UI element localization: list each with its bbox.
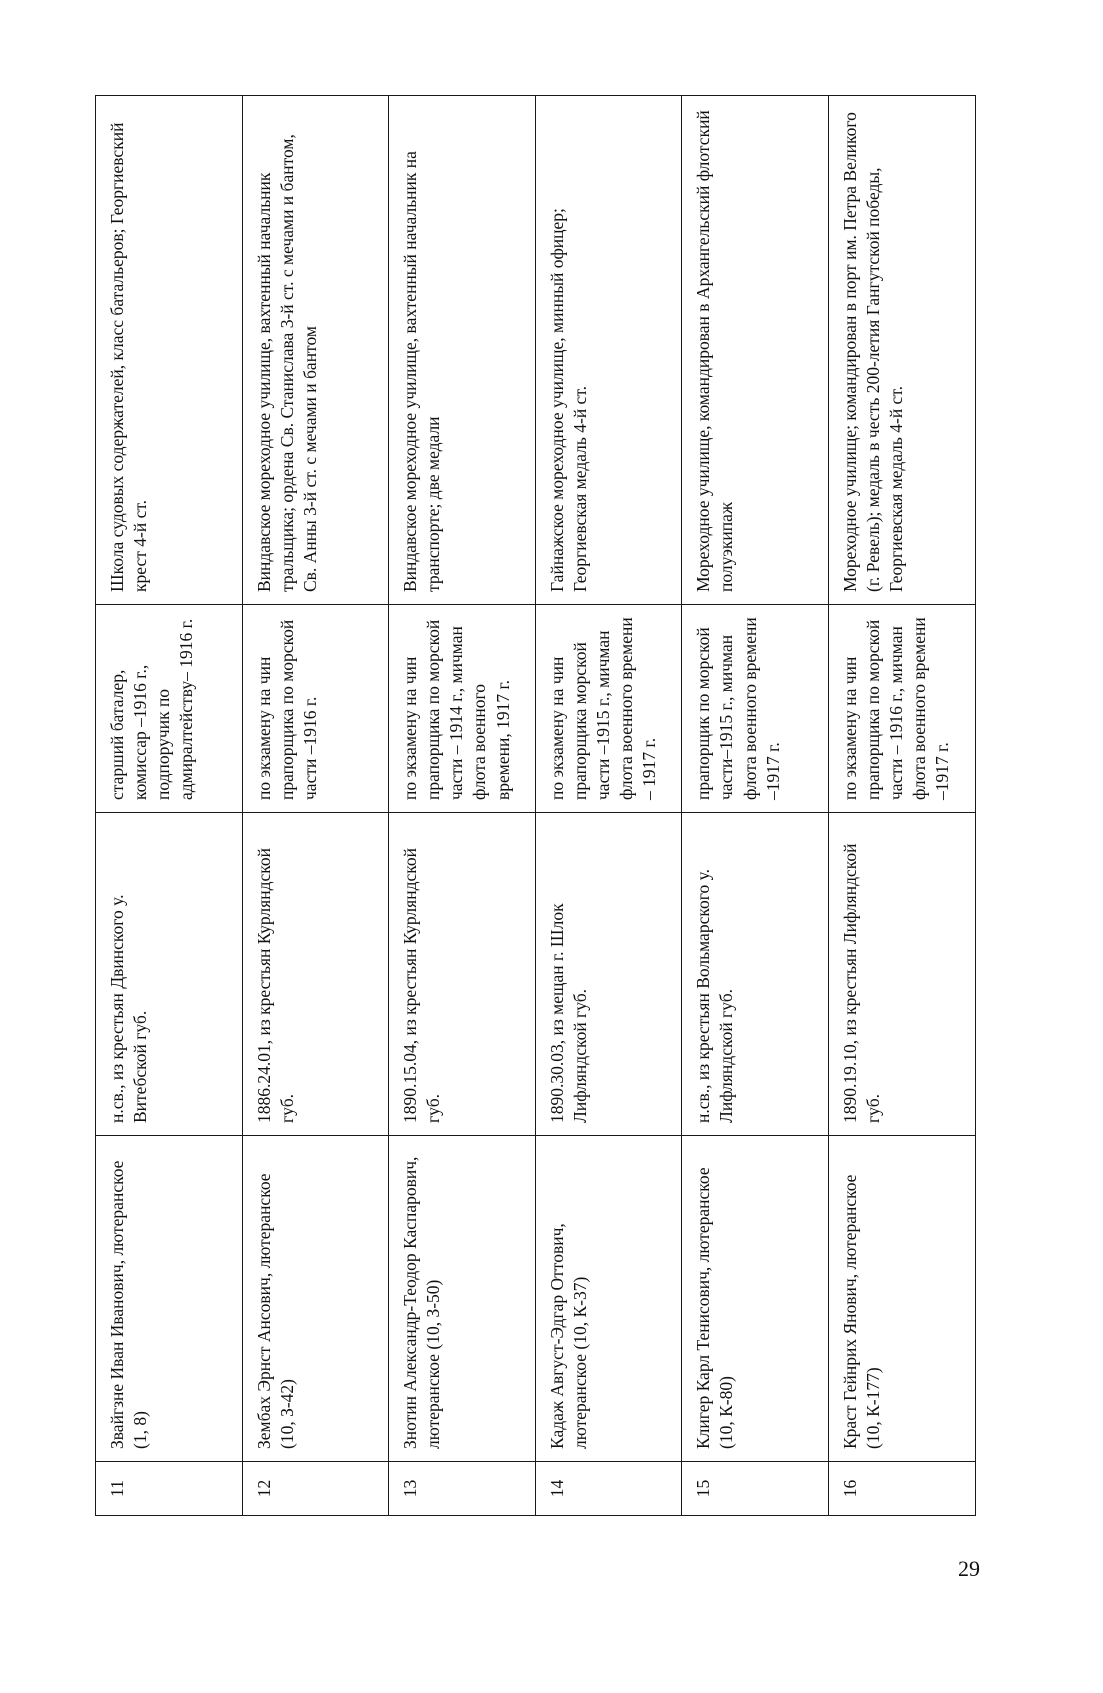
table-row xyxy=(389,96,536,1516)
cell-origin: 1890.15.04, из крестьян Курляндской губ. xyxy=(389,813,536,1136)
cell-education: Школа судовых содержателей, класс батальеров; Георгиевский крест 4-й ст. xyxy=(96,96,243,605)
cell-rank: по экзамену на чин прапорщика морской части –1915 г., мичман флота военного времени – 1917 г. xyxy=(535,605,682,813)
cell-origin: н.св., из крестьян Двинского у. Витебской губ. xyxy=(96,813,243,1136)
cell-name: Краст Гейнрих Янович, лютеранское (10, К-177) xyxy=(828,1136,975,1462)
cell-name: Клигер Карл Тенисович, лютеранское (10, К-80) xyxy=(682,1136,829,1462)
cell-number: 14 xyxy=(535,1462,682,1516)
cell-number: 11 xyxy=(96,1462,243,1516)
cell-name: Звайгзне Иван Иванович, лютеранское (1, 8) xyxy=(96,1136,243,1462)
page-number: 29 xyxy=(958,1556,980,1581)
cell-rank: по экзамену на чин прапорщика по морской части – 1916 г., мичман флота военного времени –1917 г. xyxy=(828,605,975,813)
cell-origin: 1886.24.01, из крестьян Курляндской губ. xyxy=(242,813,389,1136)
table-row xyxy=(682,96,829,1516)
cell-name: Зембах Эрнст Ансович, лютеранское (10, З-42) xyxy=(242,1136,389,1462)
cell-education: Виндавское мореходное училище, вахтенный начальник на транспорте; две медали xyxy=(389,96,536,605)
cell-name: Кадаж Август-Эдгар Оттович, лютеранское (10, К-37) xyxy=(535,1136,682,1462)
cell-number: 16 xyxy=(828,1462,975,1516)
table-row xyxy=(96,96,243,1516)
cell-number: 15 xyxy=(682,1462,829,1516)
cell-education: Мореходное училище; командирован в порт им. Петра Великого (г. Ревель); медаль в честь 200-летия Гангутской победы, Георгиевская медаль 4-й ст. xyxy=(828,96,975,605)
officers-table xyxy=(95,95,976,1516)
cell-rank: по экзамену на чин прапорщика по морской части – 1914 г., мичман флота военного времени, 1917 г. xyxy=(389,605,536,813)
cell-origin: н.св., из крестьян Вольмарского у. Лифляндской губ. xyxy=(682,813,829,1136)
cell-number: 13 xyxy=(389,1462,536,1516)
cell-origin: 1890.19.10, из крестьян Лифляндской губ. xyxy=(828,813,975,1136)
cell-name: Знотин Александр-Теодор Каспарович, лютеранское (10, З-50) xyxy=(389,1136,536,1462)
cell-education: Виндавское мореходное училище, вахтенный начальник тральщика; ордена Св. Станислава 3-й ст. с мечами и бантом, Св. Анны 3-й ст. с мечами и бантом xyxy=(242,96,389,605)
table-body xyxy=(96,96,976,1516)
cell-number: 12 xyxy=(242,1462,389,1516)
table-row xyxy=(242,96,389,1516)
table-row xyxy=(828,96,975,1516)
cell-rank: старший баталер, комиссар –1916 г., подпоручик по адмиралтейству– 1916 г. xyxy=(96,605,243,813)
cell-education: Гайнажское мореходное училище, минный офицер; Георгиевская медаль 4-й ст. xyxy=(535,96,682,605)
cell-education: Мореходное училище, командирован в Архангельский флотский полуэкипаж xyxy=(682,96,829,605)
table-row xyxy=(535,96,682,1516)
cell-origin: 1890.30.03, из мещан г. Шлок Лифляндской губ. xyxy=(535,813,682,1136)
cell-rank: по экзамену на чин прапорщика по морской части –1916 г. xyxy=(242,605,389,813)
cell-rank: прапорщик по морской части–1915 г., мичман флота военного времени –1917 г. xyxy=(682,605,829,813)
rotated-table-container xyxy=(95,96,975,1516)
